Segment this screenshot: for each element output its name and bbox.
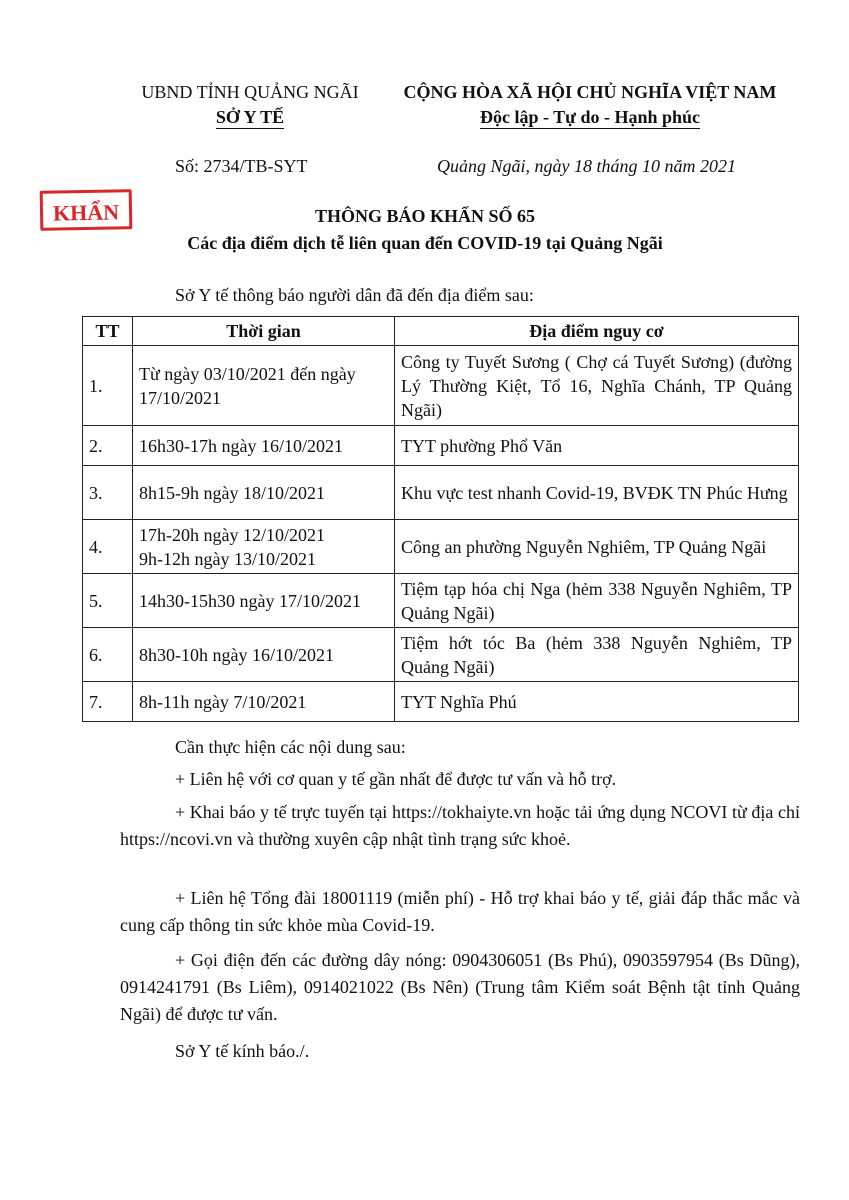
instruction-item-1: + Liên hệ với cơ quan y tế gần nhất để được tư vấn và hỗ trợ. — [175, 769, 617, 789]
authority-line2: SỞ Y TẾ — [215, 107, 285, 127]
instructions-lead: Cần thực hiện các nội dung sau: — [175, 737, 406, 757]
row-time: 14h30-15h30 ngày 17/10/2021 — [133, 574, 395, 628]
table-row — [83, 628, 799, 682]
row-number: 2. — [83, 426, 133, 466]
header-time: Thời gian — [133, 317, 395, 346]
row-time — [133, 520, 395, 574]
instruction-item-4: + Gọi điện đến các đường dây nóng: 0904306051 (Bs Phú), 0903597954 (Bs Dũng), 0914241791 (Bs Liêm), 0914021022 (Bs Nên) (Trung tâm Kiểm soát Bệnh tật tỉnh Quảng Ngãi) để được tư vấn. — [120, 950, 800, 1024]
row-place: TYT phường Phổ Văn — [395, 426, 799, 466]
nation-line2: Độc lập - Tự do - Hạnh phúc — [479, 107, 701, 127]
row-place: Công an phường Nguyễn Nghiêm, TP Quảng Ngãi — [395, 520, 799, 574]
row-place: Tiệm tạp hóa chị Nga (hẻm 338 Nguyễn Nghiêm, TP Quảng Ngãi) — [395, 574, 799, 628]
risk-locations-table — [82, 316, 799, 722]
document-title — [120, 203, 730, 257]
title-line1: THÔNG BÁO KHẨN SỐ 65 — [314, 206, 536, 226]
table-header-row — [83, 317, 799, 346]
table-row — [83, 520, 799, 574]
row-number: 6. — [83, 628, 133, 682]
authority-line1: UBND TỈNH QUẢNG NGÃI — [141, 82, 359, 102]
closing-text: Sở Y tế kính báo./. — [175, 1041, 310, 1061]
row-time: 8h-11h ngày 7/10/2021 — [133, 682, 395, 722]
row-time-line2: 9h-12h ngày 13/10/2021 — [139, 548, 316, 569]
instruction-item-3: + Liên hệ Tổng đài 18001119 (miễn phí) - Hỗ trợ khai báo y tế, giải đáp thắc mắc và cung cấp thông tin sức khỏe mùa Covid-19. — [120, 888, 800, 935]
row-place: Tiệm hớt tóc Ba (hẻm 338 Nguyễn Nghiêm, TP Quảng Ngãi) — [395, 628, 799, 682]
title-line2: Các địa điểm dịch tễ liên quan đến COVID-19 tại Quảng Ngãi — [187, 233, 663, 253]
row-place: Khu vực test nhanh Covid-19, BVĐK TN Phúc Hưng — [395, 466, 799, 520]
table-row — [83, 574, 799, 628]
row-place: Công ty Tuyết Sương ( Chợ cá Tuyết Sương) (đường Lý Thường Kiệt, Tổ 16, Nghĩa Chánh, TP Quảng Ngãi) — [395, 346, 799, 426]
table-row — [83, 466, 799, 520]
document-reference: Số: 2734/TB-SYT — [175, 156, 308, 176]
intro-text: Sở Y tế thông báo người dân đã đến địa điểm sau: — [175, 285, 534, 305]
row-time: 8h15-9h ngày 18/10/2021 — [133, 466, 395, 520]
row-number: 3. — [83, 466, 133, 520]
row-time-line1: 17h-20h ngày 12/10/2021 — [139, 524, 325, 545]
row-number: 4. — [83, 520, 133, 574]
row-number: 1. — [83, 346, 133, 426]
row-number: 5. — [83, 574, 133, 628]
urgent-stamp: KHẨN — [40, 189, 133, 231]
row-time: 16h30-17h ngày 16/10/2021 — [133, 426, 395, 466]
header-place: Địa điểm nguy cơ — [395, 317, 799, 346]
table-row — [83, 346, 799, 426]
row-time: 8h30-10h ngày 16/10/2021 — [133, 628, 395, 682]
national-motto — [380, 80, 800, 130]
row-place: TYT Nghĩa Phú — [395, 682, 799, 722]
issuing-authority — [100, 80, 400, 130]
table-row — [83, 426, 799, 466]
document-date: Quảng Ngãi, ngày 18 tháng 10 năm 2021 — [437, 156, 736, 176]
nation-line1: CỘNG HÒA XÃ HỘI CHỦ NGHĨA VIỆT NAM — [403, 82, 777, 102]
row-number: 7. — [83, 682, 133, 722]
row-time: Từ ngày 03/10/2021 đến ngày 17/10/2021 — [133, 346, 395, 426]
instruction-item-2: + Khai báo y tế trực tuyến tại https://tokhaiyte.vn hoặc tải ứng dụng NCOVI từ địa chỉ https://ncovi.vn và thường xuyên cập nhật tình trạng sức khoẻ. — [120, 802, 800, 849]
header-tt: TT — [83, 317, 133, 346]
table-row — [83, 682, 799, 722]
